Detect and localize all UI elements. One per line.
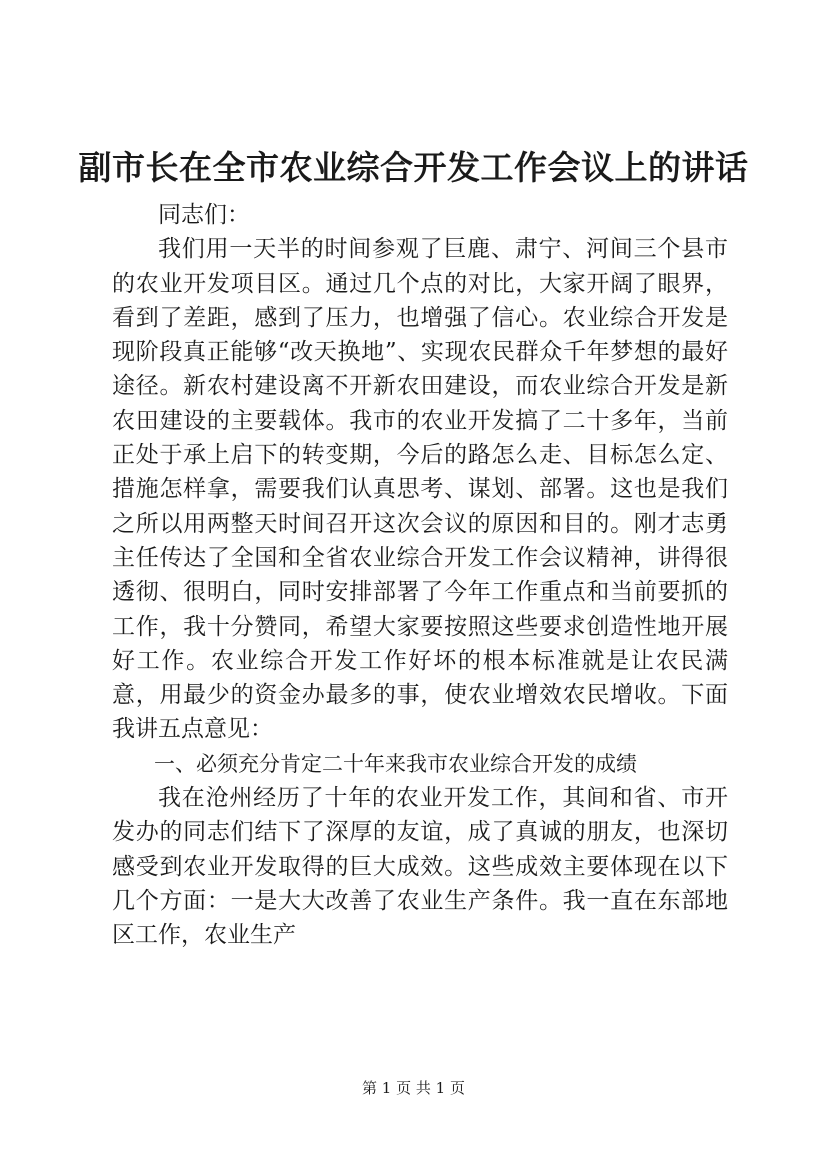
body-paragraph: 我在沧州经历了十年的农业开发工作，其间和省、市开发办的同志们结下了深厚的友谊，成了真诚的朋友，也深切感受到农业开发取得的巨大成效。这些成效主要体现在以下几个方面：一是大大改善了农业生产条件。我一直在东部地区工作，农业生产 [112,785,728,949]
salutation: 同志们： [158,202,250,228]
page-footer: 第 1 页 共 1 页 [362,1079,465,1097]
section-heading: 一、必须充分肯定二十年来我市农业综合开发的成绩 [154,751,637,776]
body-paragraph: 我们用一天半的时间参观了巨鹿、肃宁、河间三个县市的农业开发项目区。通过几个点的对比，大家开阔了眼界，看到了差距，感到了压力，也增强了信心。农业综合开发是现阶段真正能够“改天换地”、实现农民群众千年梦想的最好途径。新农村建设离不开新农田建设，而农业综合开发是新农田建设的主要载体。我市的农业开发搞了二十多年，当前正处于承上启下的转变期，今后的路怎么走、目标怎么定、措施怎样拿，需要我们认真思考、谋划、部署。这也是我们之所以用两整天时间召开这次会议的原因和目的。刚才志勇主任传达了全国和全省农业综合开发工作会议精神，讲得很透彻、很明白，同时安排部署了今年工作重点和当前要抓的工作，我十分赞同，希望大家要按照这些要求创造性地开展好工作。农业综合开发工作好坏的根本标准就是让农民满意，用最少的资金办最多的事，使农业增效农民增收。下面我讲五点意见： [112,236,728,743]
document-title: 副市长在全市农业综合开发工作会议上的讲话 [78,148,749,187]
document-body [112,198,728,953]
